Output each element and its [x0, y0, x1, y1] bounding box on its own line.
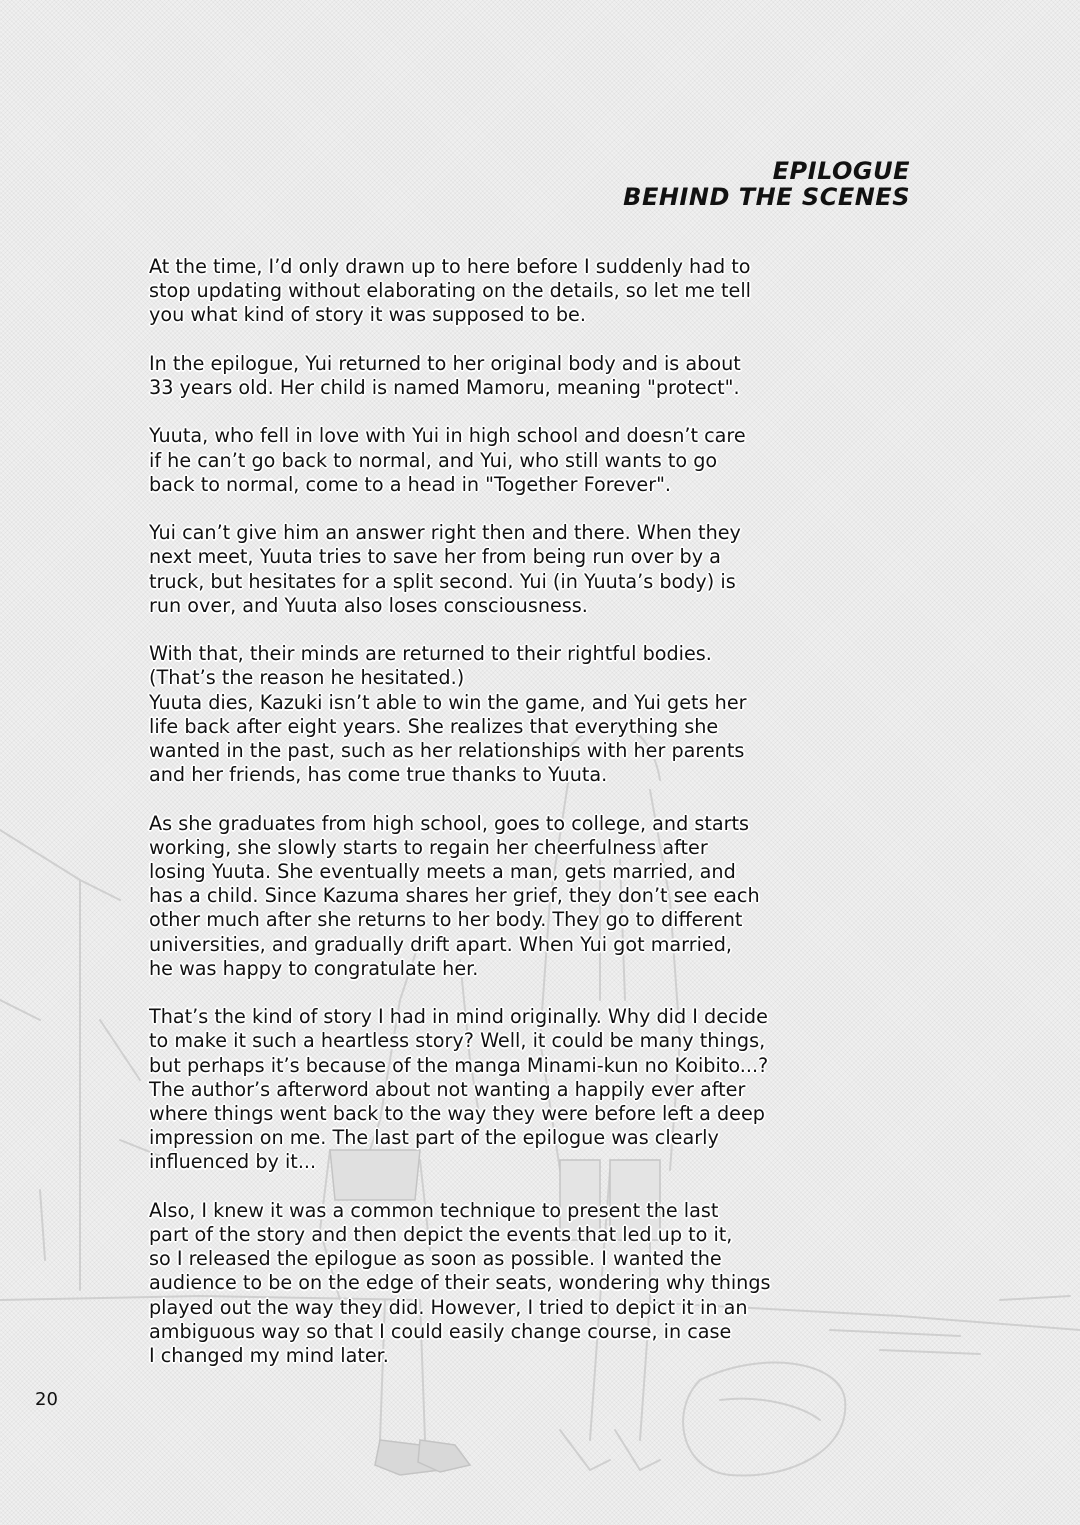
text-line: With that, their minds are returned to their rightful bodies. [149, 642, 712, 666]
text-line: Yuuta, who fell in love with Yui in high school and doesn’t care [149, 424, 746, 448]
text-line: but perhaps it’s because of the manga Minami-kun no Koibito...? [149, 1053, 769, 1077]
text-line: played out the way they did. However, I tried to depict it in an [149, 1295, 748, 1319]
text-line: life back after eight years. She realizes that everything she [149, 714, 719, 738]
paragraph [149, 812, 789, 981]
text-line: Yui can’t give him an answer right then and there. When they [149, 521, 741, 545]
text-line: stop updating without elaborating on the details, so let me tell [149, 279, 751, 303]
paragraph [149, 642, 789, 787]
page-number: 20 [35, 1389, 58, 1410]
text-line: 33 years old. Her child is named Mamoru, meaning "protect". [149, 376, 740, 399]
text-line: ambiguous way so that I could easily change course, in case [149, 1319, 732, 1343]
text-line: so I released the epilogue as soon as possible. I wanted the [149, 1247, 722, 1271]
text-line: universities, and gradually drift apart. When Yui got married, [149, 932, 733, 956]
paragraph [149, 1005, 789, 1174]
text-line: truck, but hesitates for a split second. Yui (in Yuuta’s body) is [149, 569, 736, 593]
text-line: I changed my mind later. [149, 1344, 389, 1368]
text-line: audience to be on the edge of their seats, wondering why things [149, 1271, 771, 1295]
text-line: has a child. Since Kazuma shares her grief, they don’t see each [149, 884, 760, 908]
text-line: losing Yuuta. She eventually meets a man, gets married, and [149, 860, 736, 883]
text-line: if he can’t go back to normal, and Yui, who still wants to go [149, 448, 718, 472]
text-line: (That’s the reason he hesitated.) [149, 666, 465, 690]
text-line: At the time, I’d only drawn up to here before I suddenly had to [149, 255, 751, 278]
text-line: Also, I knew it was a common technique to present the last [149, 1198, 719, 1222]
text-line: where things went back to the way they were before left a deep [149, 1102, 765, 1126]
header-title-epilogue: EPILOGUE [772, 157, 910, 185]
header-title-behind-the-scenes: BEHIND THE SCENES [623, 183, 910, 211]
paragraph [149, 521, 789, 618]
text-line: to make it such a heartless story? Well, it could be many things, [149, 1029, 766, 1053]
text-line: next meet, Yuuta tries to save her from being run over by a [149, 545, 721, 569]
text-line: impression on me. The last part of the epilogue was clearly [149, 1126, 719, 1150]
text-line: In the epilogue, Yui returned to her original body and is about [149, 351, 741, 375]
text-line: That’s the kind of story I had in mind originally. Why did I decide [149, 1005, 768, 1029]
paragraph [149, 424, 789, 497]
text-line: influenced by it... [149, 1150, 317, 1174]
text-line: Yuuta dies, Kazuki isn’t able to win the game, and Yui gets her [149, 690, 747, 714]
afterword-text [149, 255, 789, 1392]
text-line: working, she slowly starts to regain her cheerfulness after [149, 835, 708, 859]
text-line: back to normal, come to a head in "Together Forever". [149, 472, 672, 496]
paragraph [149, 255, 789, 328]
text-line: As she graduates from high school, goes to college, and starts [149, 811, 750, 835]
text-line: and her friends, has come true thanks to Yuuta. [149, 763, 608, 787]
paragraph [149, 352, 789, 400]
text-line: wanted in the past, such as her relationships with her parents [149, 739, 745, 762]
text-line: other much after she returns to her body. They go to different [149, 908, 743, 932]
text-line: you what kind of story it was supposed to be. [149, 303, 586, 327]
section-header [623, 158, 910, 210]
paragraph [149, 1199, 789, 1368]
text-line: part of the story and then depict the events that led up to it, [149, 1223, 733, 1247]
text-line: run over, and Yuuta also loses consciousness. [149, 593, 588, 617]
text-line: The author’s afterword about not wanting a happily ever after [149, 1077, 746, 1101]
text-line: he was happy to congratulate her. [149, 956, 479, 980]
